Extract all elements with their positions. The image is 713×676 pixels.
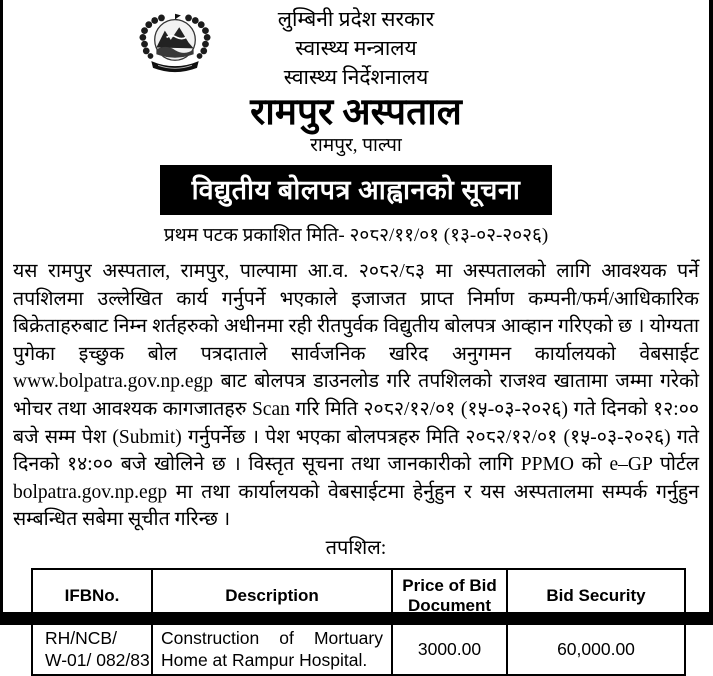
cell-bid-security: 60,000.00 [507,623,685,675]
header-price-of-bid-document: Price of Bid Document [392,569,507,623]
cell-description: Construction of Mortuary Home at Rampur Hospital. [152,623,392,675]
table-row [32,623,685,675]
cell-ifb-no: RH/NCB/ W-01/ 082/83 [32,623,152,675]
notice-title-banner: विद्युतीय बोलपत्र आह्वानको सूचना [160,165,553,215]
details-label: तपशिल: [325,536,387,559]
table-header-row [32,569,685,623]
letterhead [3,0,709,248]
header-bid-security: Bid Security [507,569,685,623]
header-ifb-no: IFBNo. [32,569,152,623]
ministry-name: स्वास्थ्य मन्त्रालय [295,36,417,60]
hospital-location: रामपुर, पाल्पा [310,135,402,156]
directorate-name: स्वास्थ्य निर्देशनालय [283,65,429,89]
hospital-name: रामपुर अस्पताल [250,92,462,133]
header-description: Description [152,569,392,623]
emblem-motto-ribbon [151,61,198,72]
government-name: लुम्बिनी प्रदेश सरकार [277,7,435,31]
nepal-government-emblem-icon [131,12,219,78]
cell-price-of-bid-document: 3000.00 [392,623,507,675]
notice-body-paragraph: यस रामपुर अस्पताल, रामपुर, पाल्पामा आ.व. २०८२/८३ मा अस्पतालको लागि आवश्यक पर्ने तपशिलमा उल्लेखित कार्य गर्नुपर्ने भएकाले इजाजत प्राप्त निर्माण कम्पनी/फर्म/आधिकारिक बिक्रेताहरुबाट निम्न शर्तहरुको अधीनमा रही रीतपुर्वक विद्युतीय बोलपत्र आव्हान गरिएको छ । योग्यता पुगेका इच्छुक बोल पत्रदाताले सार्वजनिक खरिद अनुगमन कार्यालयको वेबसाईट www.bolpatra.gov.np.egp बाट बोलपत्र डाउनलोड गरि तपशिलको राजश्व खातामा जम्मा गरेको भोचर तथा आवश्यक कागजातहरु Scan गरि मिति २०८२/१२/०१ (१५-०३-२०२६) गते दिनको १२:०० बजे सम्म पेश (Submit) गर्नुपर्नेछ । पेश भएका बोलपत्रहरु मिति २०८२/१२/०१ (१५-०३-२०२६) गते दिनको १४:०० बजे खोलिने छ । विस्तृत सूचना तथा जानकारीको लागि PPMO को e–GP पोर्टल bolpatra.gov.np.egp मा तथा कार्यालयको वेबसाईटमा हेर्नुहुन र यस अस्पतालमा सम्पर्क गर्नुहुन सम्बन्धित सबेमा सूचीत गरिन्छ । [13,261,699,531]
first-publish-date: प्रथम पटक प्रकाशित मिति- २०८२/११/०१ (१३-०२-२०२६) [163,225,549,246]
bid-details-table [31,568,686,676]
